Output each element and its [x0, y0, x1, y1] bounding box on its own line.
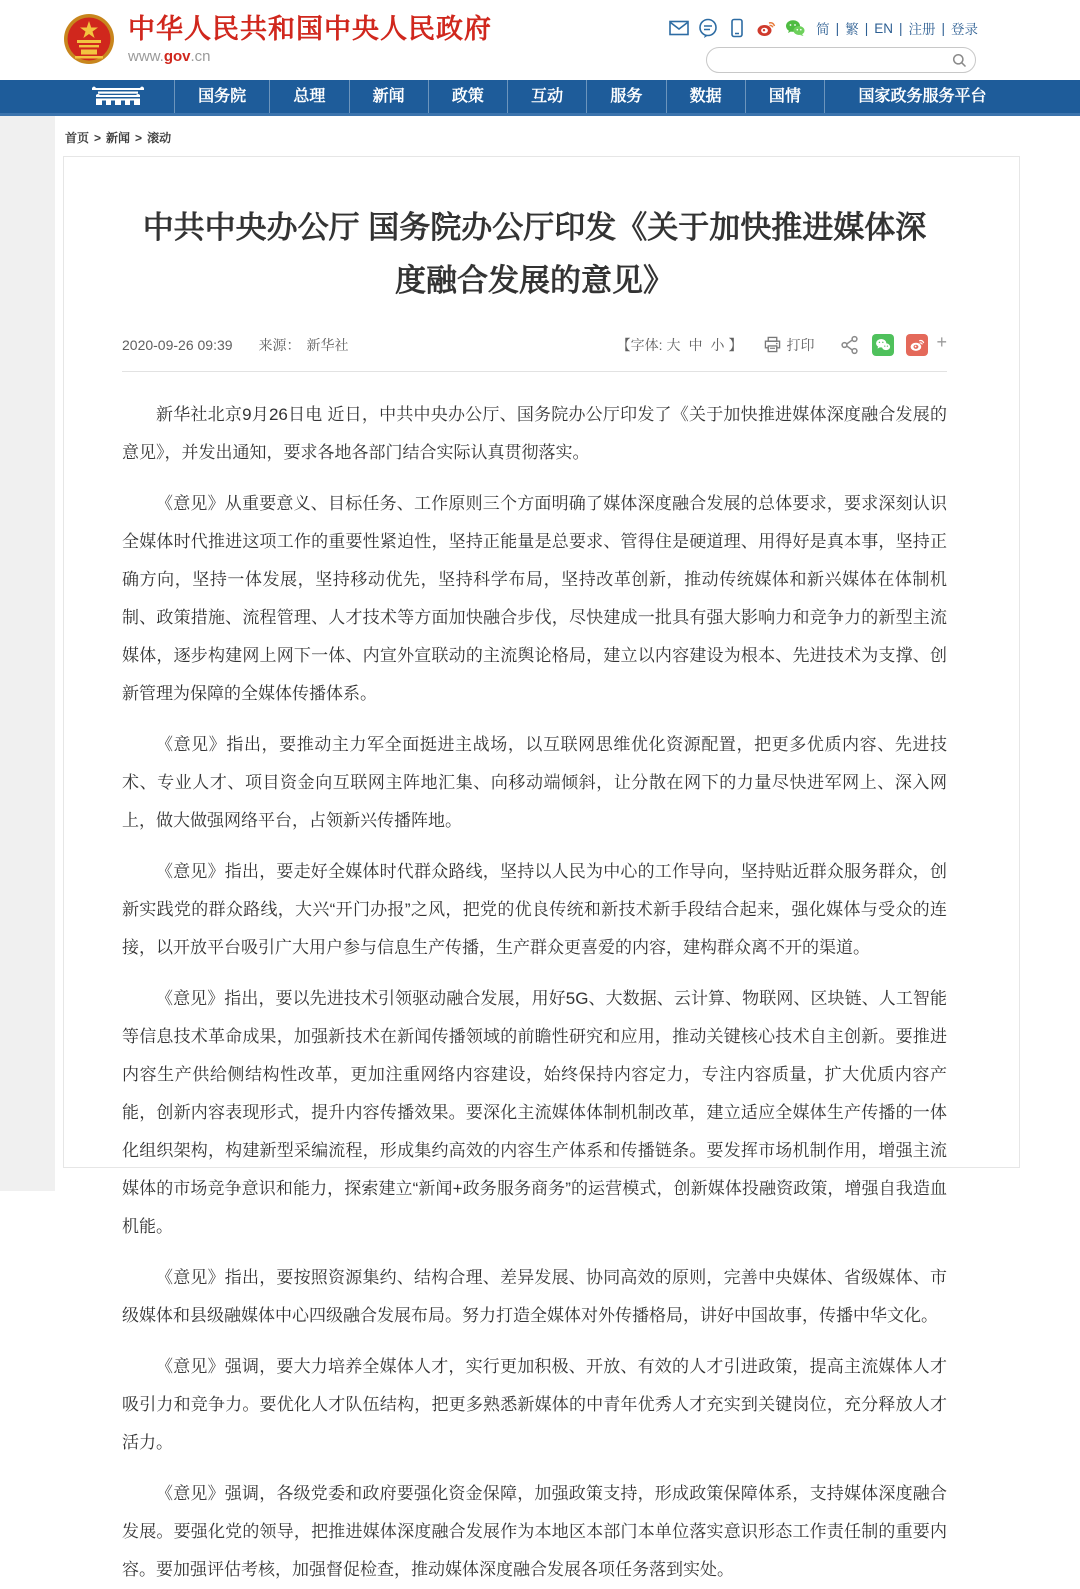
search-input[interactable] [719, 49, 944, 71]
article-paragraph-2: 《意见》从重要意义、目标任务、工作原则三个方面明确了媒体深度融合发展的总体要求，要求深刻认识全媒体时代推进这项工作的重要性紧迫性，坚持正能量是总要求、管得住是硬道理、用得好是真本事，坚持正确方向，坚持一体发展，坚持移动优先，坚持科学布局，坚持改革创新，推动传统媒体和新兴媒体在体制机制、政策措施、流程管理、人才技术等方面加快融合步伐，尽快建成一批具有强大影响力和竞争力的新型主流媒体，逐步构建网上网下一体、内宣外宣联动的主流舆论格局，建立以内容建设为根本、先进技术为支撑、创新管理为保障的全媒体传播体系。 [122, 493, 947, 703]
nav-item-总理[interactable]: 总理 [269, 80, 348, 113]
header-right [706, 18, 978, 73]
nav-item-数据[interactable]: 数据 [666, 80, 745, 113]
content-background [0, 116, 1080, 1579]
share-weibo-button[interactable] [906, 334, 928, 356]
fontsize-option-小[interactable]: 小 [710, 336, 725, 353]
fontsize-option-中[interactable]: 中 [688, 336, 703, 353]
print-label: 打印 [786, 336, 815, 353]
article-paragraph-5: 《意见》指出，要以先进技术引领驱动融合发展，用好5G、大数据、云计算、物联网、区块链、人工智能等信息技术革命成果，加强新技术在新闻传播领域的前瞻性研究和应用，推动关键核心技术自主创新。要推进内容生产供给侧结构性改革，更加注重网络内容建设，始终保持内容定力，专注内容质量，扩大优质内容产能，创新内容表现形式，提升内容传播效果。要深化主流媒体体制机制改革，建立适应全媒体生产传播的一体化组织架构，构建新型采编流程，形成集约高效的内容生产体系和传播链条。要发挥市场机制作用，增强主流媒体的市场竞争意识和能力，探索建立“新闻+政务服务商务”的运营模式，创新媒体投融资政策，增强自我造血机能。 [122, 988, 947, 1236]
breadcrumb-separator: > [135, 131, 143, 145]
quick-link-separator: | [941, 20, 945, 36]
tiananmen-icon [88, 82, 148, 111]
meta-left [122, 335, 349, 355]
share-more-button[interactable]: + [936, 331, 947, 352]
source-label: 来源： [258, 336, 301, 353]
fontsize-label: 【字体: [616, 336, 663, 353]
comment-icon[interactable] [698, 18, 718, 38]
quick-links [816, 18, 978, 38]
breadcrumb-link-新闻[interactable]: 新闻 [106, 131, 131, 145]
article-paragraph-3: 《意见》指出，要推动主力军全面挺进主战场，以互联网思维优化资源配置，把更多优质内容、先进技术、专业人才、项目资金向互联网主阵地汇集、向移动端倾斜，让分散在网下的力量尽快进军网上、深入网上，做大做强网络平台，占领新兴传播阵地。 [122, 734, 947, 830]
fontsize-close: 】 [728, 336, 743, 353]
article-title: 中共中央办公厅 国务院办公厅印发《关于加快推进媒体深度融合发展的意见》 [142, 210, 927, 299]
share-group [840, 331, 947, 356]
quick-link-登录[interactable]: 登录 [951, 22, 978, 37]
site-url: www.gov.cn [128, 47, 211, 65]
share-icon[interactable] [840, 335, 860, 355]
nav-home-button[interactable] [62, 80, 174, 113]
nav-item-互动[interactable]: 互动 [507, 80, 586, 113]
quick-link-简[interactable]: 简 [816, 22, 830, 37]
meta-right [616, 331, 947, 356]
site-text [128, 13, 492, 64]
article-paragraph-7: 《意见》强调，要大力培养全媒体人才，实行更加积极、开放、有效的人才引进政策，提高主流媒体人才吸引力和竞争力。要优化人才队伍结构，把更多熟悉新媒体的中青年优秀人才充实到关键岗位，充分释放人才活力。 [122, 1356, 947, 1452]
breadcrumb [55, 116, 1080, 156]
article-paragraph-1: 新华社北京9月26日电 近日，中共中央办公厅、国务院办公厅印发了《关于加快推进媒体深度融合发展的意见》，并发出通知，要求各地各部门结合实际认真贯彻落实。 [122, 404, 947, 462]
breadcrumb-separator: > [94, 131, 102, 145]
mobile-icon[interactable] [727, 18, 747, 38]
print-button[interactable] [764, 335, 814, 355]
site-title: 中华人民共和国中央人民政府 [128, 14, 492, 45]
article-meta [122, 331, 947, 372]
printer-icon [764, 336, 781, 353]
article-paragraph-8: 《意见》强调，各级党委和政府要强化资金保障，加强政策支持，形成政策保障体系，支持媒体深度融合发展。要强化党的领导，把推进媒体深度融合发展作为本地区本部门本单位落实意识形态工作责任制的重要内容。要加强评估考核，加强督促检查，推动媒体深度融合发展各项任务落到实处。 [122, 1483, 947, 1579]
national-emblem-icon [62, 12, 116, 66]
breadcrumb-link-滚动[interactable]: 滚动 [147, 131, 172, 145]
nav-item-政策[interactable]: 政策 [428, 80, 507, 113]
source-value[interactable]: 新华社 [306, 336, 349, 353]
content-sheet [55, 116, 1080, 1579]
wechat-share-icon [875, 337, 891, 353]
quick-link-EN[interactable]: EN [874, 20, 893, 36]
article-paragraph-4: 《意见》指出，要走好全媒体时代群众路线，坚持以人民为中心的工作导向，坚持贴近群众服务群众，创新实践党的群众路线，大兴“开门办报”之风，把党的优良传统和新技术新手段结合起来，强化媒体与受众的连接，以开放平台吸引广大用户参与信息生产传播，生产群众更喜爱的内容，建构群众离不开的渠道。 [122, 861, 947, 957]
site-logo-link[interactable] [62, 12, 492, 66]
main-nav [0, 80, 1080, 116]
mail-icon[interactable] [669, 18, 689, 38]
article-container [63, 156, 1020, 1579]
publish-date: 2020-09-26 09:39 [122, 336, 233, 353]
article-body [122, 372, 947, 1589]
quick-link-separator: | [864, 20, 869, 36]
share-wechat-button[interactable] [872, 334, 894, 356]
search-bar[interactable] [706, 47, 976, 73]
quick-link-separator: | [898, 20, 903, 36]
nav-items [62, 80, 1020, 113]
quick-link-繁[interactable]: 繁 [845, 22, 859, 37]
breadcrumb-link-首页[interactable]: 首页 [65, 131, 90, 145]
wechat-icon[interactable] [785, 18, 805, 38]
weibo-icon[interactable] [756, 18, 776, 38]
nav-item-国务院[interactable]: 国务院 [174, 80, 269, 113]
nav-item-新闻[interactable]: 新闻 [349, 80, 428, 113]
quick-link-注册[interactable]: 注册 [908, 22, 936, 37]
article-paragraph-6: 《意见》指出，要按照资源集约、结构合理、差异发展、协同高效的原则，完善中央媒体、省级媒体、市级媒体和县级融媒体中心四级融合发展布局。努力打造全媒体对外传播格局，讲好中国故事，传播中华文化。 [122, 1267, 947, 1325]
fontsize-control [617, 335, 743, 355]
nav-item-国家政务服务平台[interactable]: 国家政务服务平台 [824, 80, 1020, 113]
nav-item-国情[interactable]: 国情 [745, 80, 824, 113]
quick-link-separator: | [835, 20, 840, 36]
nav-item-服务[interactable]: 服务 [586, 80, 665, 113]
fontsize-options [662, 335, 728, 355]
search-icon[interactable] [952, 53, 967, 68]
fontsize-option-大[interactable]: 大 [666, 336, 681, 353]
header-icon-links [706, 18, 978, 38]
weibo-share-icon [909, 337, 925, 353]
site-header [0, 0, 1080, 80]
